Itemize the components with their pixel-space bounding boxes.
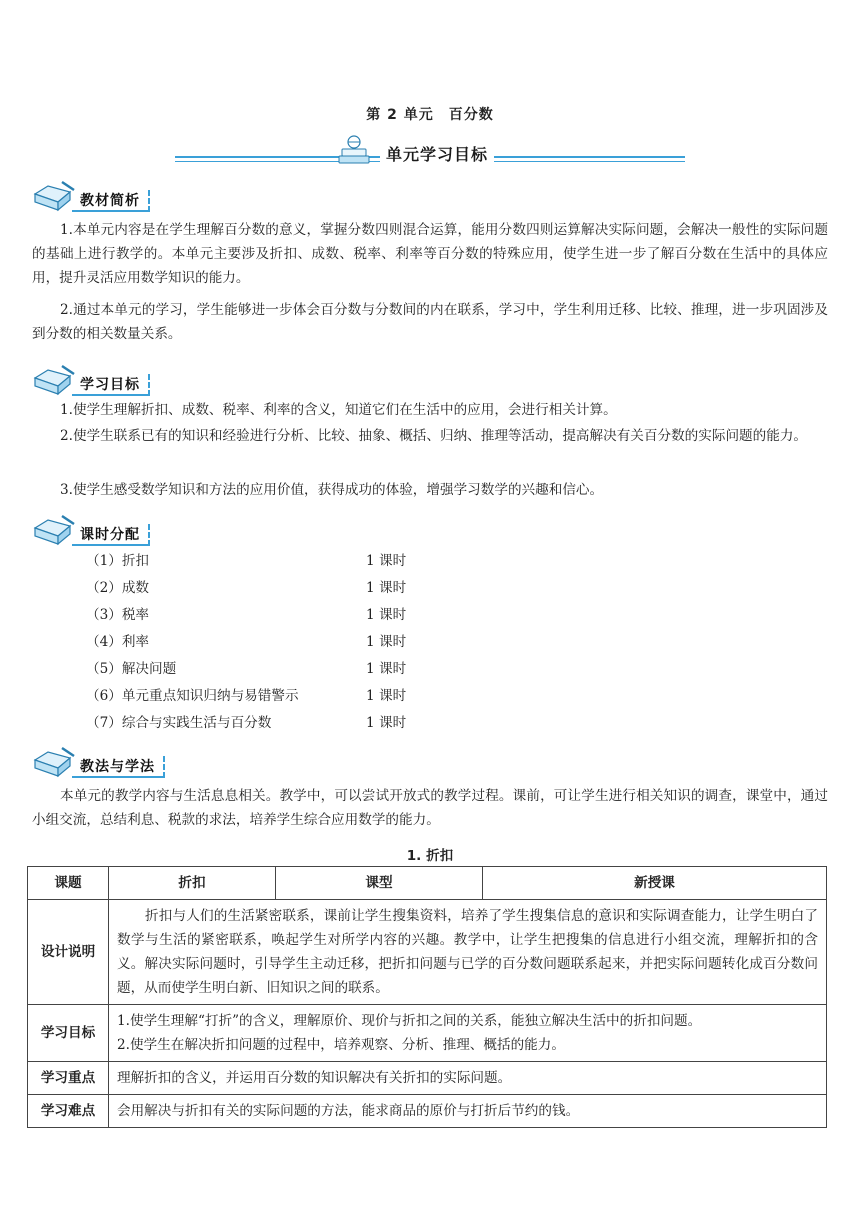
schedule-row bbox=[86, 656, 486, 683]
schedule-item-name: （2）成数 bbox=[86, 580, 150, 596]
books-stack-icon bbox=[333, 134, 373, 168]
lesson-plan-table bbox=[27, 866, 827, 1128]
section-title: 课时分配 bbox=[80, 527, 140, 543]
section-title: 学习目标 bbox=[80, 377, 140, 393]
schedule-item-name: （1）折扣 bbox=[86, 553, 150, 569]
schedule-row bbox=[86, 683, 486, 710]
schedule-list bbox=[86, 548, 486, 737]
table-row bbox=[28, 900, 827, 1005]
table-cell: 折扣与人们的生活紧密联系，课前让学生搜集资料，培养了学生搜集信息的意识和实际调查能力，让学生明白了数学与生活的紧密联系，唤起学生对所学内容的兴趣。教学中，让学生把搜集的信息进行小组交流，理解折扣的含义。解决实际问题时，引导学生主动迁移，把折扣问题与已学的百分数问题联系起来，并把实际问题转化成百分数问题，从而使学生明白新、旧知识之间的联系。 bbox=[109, 900, 827, 1005]
table-cell bbox=[109, 1005, 827, 1062]
methods-paragraph: 本单元的教学内容与生活息息相关。教学中，可以尝试开放式的教学过程。课前，可让学生进行相关知识的调查，课堂中，通过小组交流，总结利息、税款的求法，培养学生综合应用数学的能力。 bbox=[32, 788, 828, 828]
schedule-item-time: 1 课时 bbox=[366, 634, 407, 650]
section-header-intro bbox=[32, 180, 172, 214]
section-title: 教法与学法 bbox=[80, 759, 155, 775]
lesson-title: 1. 折扣 bbox=[406, 848, 454, 864]
table-cell: 折扣 bbox=[109, 867, 276, 900]
table-cell: 新授课 bbox=[483, 867, 827, 900]
unit-title: 第 2 单元 百分数 bbox=[366, 107, 494, 123]
table-row bbox=[28, 1062, 827, 1095]
schedule-item-name: （5）解决问题 bbox=[86, 661, 177, 677]
section-header-schedule bbox=[32, 514, 172, 548]
table-cell: 会用解决与折扣有关的实际问题的方法，能求商品的原价与打折后节约的钱。 bbox=[109, 1095, 827, 1128]
schedule-item-name: （7）综合与实践生活与百分数 bbox=[86, 715, 272, 731]
schedule-row bbox=[86, 629, 486, 656]
table-cell: 课型 bbox=[276, 867, 483, 900]
schedule-row bbox=[86, 710, 486, 737]
table-row bbox=[28, 1095, 827, 1128]
schedule-row bbox=[86, 602, 486, 629]
section-header-goals bbox=[32, 364, 172, 398]
schedule-row bbox=[86, 575, 486, 602]
intro-paragraph-1: 1.本单元内容是在学生理解百分数的意义，掌握分数四则混合运算，能用分数四则运算解决实际问题，会解决一般性的实际问题的基础上进行教学的。本单元主要涉及折扣、成数、税率、利率等百分数的特殊应用，使学生进一步了解百分数在生活中的具体应用，提升灵活应用数学知识的能力。 bbox=[32, 222, 828, 286]
banner-title: 单元学习目标 bbox=[380, 142, 494, 165]
section-label-box bbox=[72, 756, 165, 778]
section-label-box bbox=[72, 374, 150, 396]
section-title: 教材简析 bbox=[80, 193, 140, 209]
table-row bbox=[28, 1005, 827, 1062]
schedule-item-time: 1 课时 bbox=[366, 688, 407, 704]
section-header-methods bbox=[32, 746, 172, 780]
goals-paragraph-1: 1.使学生理解折扣、成数、税率、利率的含义，知道它们在生活中的应用，会进行相关计算。 bbox=[60, 402, 617, 418]
section-banner bbox=[175, 128, 685, 172]
table-cell: 课题 bbox=[28, 867, 109, 900]
schedule-item-time: 1 课时 bbox=[366, 580, 407, 596]
schedule-item-name: （4）利率 bbox=[86, 634, 150, 650]
intro-paragraph-2: 2.通过本单元的学习，学生能够进一步体会百分数与分数间的内在联系，学习中，学生利用迁移、比较、推理，进一步巩固涉及到分数的相关数量关系。 bbox=[32, 302, 828, 342]
schedule-item-time: 1 课时 bbox=[366, 607, 407, 623]
schedule-item-time: 1 课时 bbox=[366, 661, 407, 677]
goals-paragraph-3: 3.使学生感受数学知识和方法的应用价值，获得成功的体验，增强学习数学的兴趣和信心。 bbox=[60, 482, 604, 498]
table-row bbox=[28, 867, 827, 900]
goal-line: 1.使学生理解“打折”的含义，理解原价、现价与折扣之间的关系，能独立解决生活中的折扣问题。 bbox=[117, 1013, 702, 1029]
goals-paragraph-2: 2.使学生联系已有的知识和经验进行分析、比较、抽象、概括、归纳、推理等活动，提高解决有关百分数的实际问题的能力。 bbox=[60, 428, 808, 444]
section-label-box bbox=[72, 524, 150, 546]
table-cell: 设计说明 bbox=[28, 900, 109, 1005]
schedule-item-name: （3）税率 bbox=[86, 607, 150, 623]
schedule-item-name: （6）单元重点知识归纳与易错警示 bbox=[86, 688, 299, 704]
section-label-box bbox=[72, 190, 150, 212]
table-cell: 理解折扣的含义，并运用百分数的知识解决有关折扣的实际问题。 bbox=[109, 1062, 827, 1095]
table-cell: 学习目标 bbox=[28, 1005, 109, 1062]
schedule-row bbox=[86, 548, 486, 575]
table-cell: 学习难点 bbox=[28, 1095, 109, 1128]
schedule-item-time: 1 课时 bbox=[366, 553, 407, 569]
goal-line: 2.使学生在解决折扣问题的过程中，培养观察、分析、推理、概括的能力。 bbox=[117, 1037, 565, 1053]
schedule-item-time: 1 课时 bbox=[366, 715, 407, 731]
table-cell: 学习重点 bbox=[28, 1062, 109, 1095]
